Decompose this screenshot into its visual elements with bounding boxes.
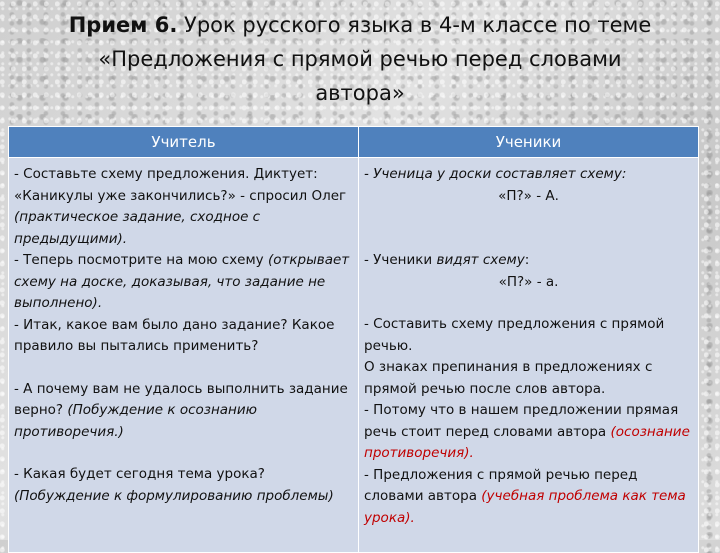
student-step-5-text: - Потому что в нашем предложении прямая речь стоит перед словами автора bbox=[364, 402, 679, 440]
student-step-5-note: (осознание противоречия). bbox=[364, 423, 690, 461]
student-step-3: - Составить схему предложения с прямой речью. bbox=[364, 316, 665, 354]
header-teacher: Учитель bbox=[9, 127, 359, 158]
teacher-step-5-text: - Какая будет сегодня тема урока? bbox=[14, 466, 265, 482]
title-line2: «Предложения с прямой речью перед словами bbox=[98, 47, 622, 71]
teacher-step-2-note: (открывает схему на доске, доказывая, что задание не выполнено). bbox=[14, 252, 350, 311]
student-step-1 bbox=[364, 164, 693, 186]
teacher-step-3-text: - Итак, какое вам было дано задание? Какое правило вы пытались применить? bbox=[14, 316, 335, 354]
student-step-2-prefix: - Ученики bbox=[364, 252, 433, 268]
teacher-step-5 bbox=[14, 464, 353, 507]
student-step-2 bbox=[364, 250, 693, 272]
teacher-step-1 bbox=[14, 164, 353, 250]
teacher-step-2 bbox=[14, 250, 353, 315]
students-cell bbox=[359, 158, 699, 553]
teacher-step-4-text: - А почему вам не удалось выполнить задание верно? bbox=[14, 380, 348, 418]
teacher-step-1-text: - Составьте схему предложения. Диктует: «Каникулы уже закончились?» - спросил Олег bbox=[14, 166, 347, 204]
student-step-2-italic: видят схему bbox=[436, 252, 525, 268]
student-step-1-text: - Ученица у доски составляет схему: bbox=[364, 166, 627, 182]
student-scheme-2: «П?» - а. bbox=[498, 273, 559, 290]
student-step-6-text: - Предложения с прямой речью перед словами автора bbox=[364, 466, 638, 504]
teacher-step-4-note: (Побуждение к осознанию противоречия.) bbox=[14, 402, 258, 440]
student-step-6-note: (учебная проблема как тема урока). bbox=[364, 488, 686, 526]
teacher-step-2-text: - Теперь посмотрите на мою схему bbox=[14, 252, 264, 268]
teacher-step-5-note: (Побуждение к формулированию проблемы) bbox=[14, 487, 334, 504]
slide-title bbox=[40, 8, 680, 110]
student-step-5 bbox=[364, 400, 693, 465]
student-step-4: О знаках препинания в предложениях с прямой речью после слов автора. bbox=[364, 359, 653, 397]
title-bold: Прием 6. bbox=[68, 13, 178, 37]
student-scheme-1: «П?» - А. bbox=[498, 187, 559, 204]
title-line1-rest: Урок русского языка в 4-м классе по теме bbox=[177, 13, 652, 37]
student-step-2-suffix: : bbox=[524, 252, 530, 268]
table-row bbox=[9, 158, 699, 553]
student-step-6 bbox=[364, 465, 693, 530]
teacher-step-1-note: (практическое задание, сходное с предыдущими). bbox=[14, 209, 261, 247]
teacher-step-3 bbox=[14, 315, 353, 358]
table-header-row bbox=[9, 127, 699, 158]
lesson-table bbox=[8, 126, 699, 553]
teacher-cell bbox=[9, 158, 359, 553]
header-students: Ученики bbox=[359, 127, 699, 158]
title-line3: автора» bbox=[315, 81, 405, 105]
teacher-step-4 bbox=[14, 379, 353, 444]
